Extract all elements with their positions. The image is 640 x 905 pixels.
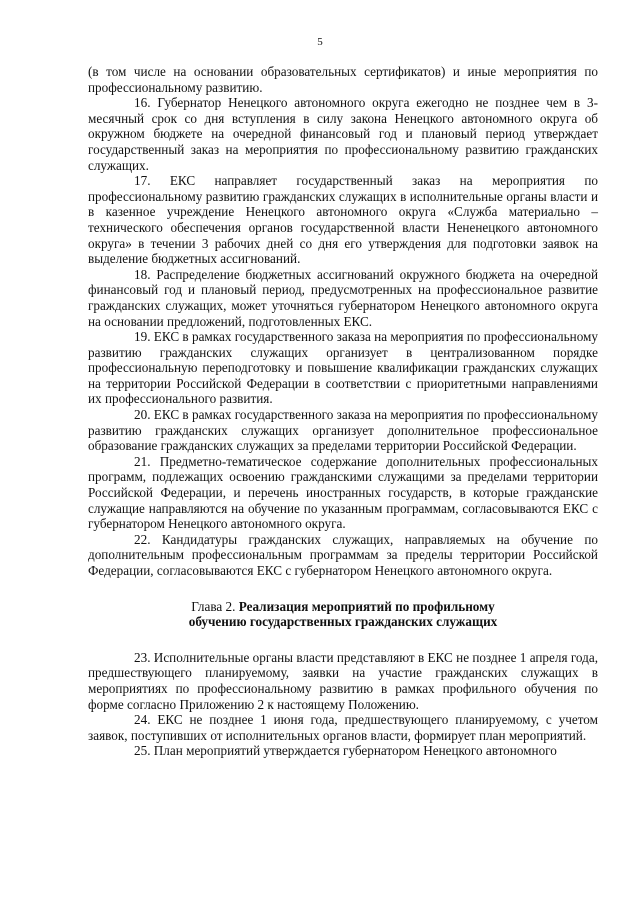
paragraph-22: 22. Кандидатуры гражданских служащих, направляемых на обучение по дополнительным профессиональным программам за пределы территории Российской Федерации, согласовываются ЕКС с губернатором Ненецкого автономного округа.	[88, 531, 598, 578]
paragraph-17: 17. ЕКС направляет государственный заказ на мероприятия по профессиональному развитию гражданских служащих в исполнительные органы власти и в казенное учреждение Ненецкого автономного округа «Служба материально – технического обеспечения органов государственной власти Нененецкого автономного округа» в течении 3 рабочих дней со дня его утверждения для подготовки заявок на выделение бюджетных ассигнований.	[88, 173, 598, 267]
chapter-title-line1: Реализация мероприятий по профильному	[238, 598, 495, 614]
paragraph-25: 25. План мероприятий утверждается губернатором Ненецкого автономного	[134, 743, 557, 759]
paragraph-16: 16. Губернатор Ненецкого автономного округа ежегодно не позднее чем в 3-месячный срок со дня вступления в силу закона Ненецкого автономного округа об окружном бюджете на очередной финансовый год и плановый период утверждает государственный заказ на мероприятия по профессиональному развитию гражданских служащих.	[88, 95, 598, 173]
chapter-prefix: Глава 2.	[191, 598, 239, 614]
paragraph-continuation: (в том числе на основании образовательных сертификатов) и иные мероприятия по профессиональному развитию.	[88, 64, 598, 95]
paragraph-21: 21. Предметно-тематическое содержание дополнительных профессиональных программ, подлежащих освоению гражданскими служащими за пределами территории Российской Федерации, и перечень иностранных государств, в которые гражданские служащие направляются на обучение по указанным программам, согласовываются ЕКС с губернатором Ненецкого автономного округа.	[88, 453, 598, 532]
chapter-heading	[88, 599, 598, 630]
paragraph-24: 24. ЕКС не позднее 1 июня года, предшествующего планируемому, с учетом заявок, поступивших от исполнительных органов власти, формирует план мероприятий.	[88, 712, 598, 743]
document-body	[88, 64, 598, 759]
paragraph-23: 23. Исполнительные органы власти представляют в ЕКС не позднее 1 апреля года, предшествующего планируемому, заявки на участие гражданских служащих в мероприятиях по профессиональному развитию в рамках профильного обучения по форме согласно Приложению 2 к настоящему Положению.	[88, 649, 598, 712]
paragraph-20: 20. ЕКС в рамках государственного заказа на мероприятия по профессиональному развитию гражданских служащих организует дополнительное профессиональное образование гражданских служащих за пределами территории Российской Федерации.	[88, 407, 598, 454]
paragraph-18: 18. Распределение бюджетных ассигнований окружного бюджета на очередной финансовый год и плановый период, предусмотренных на профессиональное развитие гражданских служащих, может уточняться губернатором Ненецкого автономного округа на основании предложений, подготовленных ЕКС.	[88, 266, 598, 329]
paragraph-19: 19. ЕКС в рамках государственного заказа на мероприятия по профессиональному развитию гражданских служащих организует в централизованном порядке профессиональную переподготовку и повышение квалификации гражданских служащих на территории Российской Федерации в соответствии с приоритетными направлениями их профессионального развития.	[88, 329, 598, 407]
page-number: 5	[317, 36, 323, 48]
chapter-title-line2: обучению государственных гражданских служащих	[188, 614, 498, 630]
